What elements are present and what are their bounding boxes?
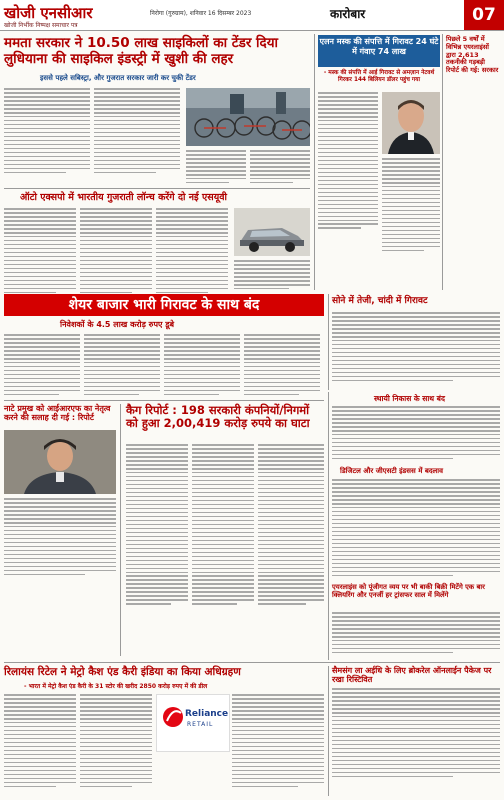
divider [120, 404, 121, 656]
gold-headline: सोने में तेजी, चांदी में गिरावट [332, 296, 428, 306]
market-body-col2 [84, 334, 160, 398]
bicycle-body-col4 [250, 150, 310, 186]
auto-body-col2 [80, 208, 152, 296]
divider [4, 400, 324, 401]
reliance-logo [156, 694, 230, 752]
psu-body-col3 [258, 444, 324, 607]
bicycle-photo [186, 88, 310, 146]
divider [328, 392, 329, 660]
gdp-photo [4, 430, 116, 494]
divider [328, 666, 329, 796]
market-body-col3 [164, 334, 240, 398]
musk-photo [382, 92, 440, 154]
divider [314, 34, 315, 290]
market-banner: शेयर बाजार भारी गिरावट के साथ बंद [4, 294, 324, 316]
market-body-col1 [4, 334, 80, 398]
gdp-photo-image [4, 430, 116, 494]
masthead [0, 0, 504, 31]
bicycle-body-col2 [94, 88, 180, 176]
psu-headline: कैग रिपोर्ट : 198 सरकारी कंपनियों/निगमों को हुआ 2,00,419 करोड़ रुपये का घाटा [126, 403, 310, 431]
sidebar-head-2: डिजिटल और जीएसटी इंडसस में बदलाव [340, 467, 443, 475]
divider [328, 294, 329, 390]
reliance-subhead: - भारत में मेट्रो कैश एंड कैरी के 31 स्टोर की खरीद 2850 करोड़ रुपए में की डील [24, 683, 208, 690]
gdp-body [4, 498, 116, 578]
sidebar-body-2 [332, 479, 500, 579]
musk-photo-image [382, 92, 440, 154]
sidebar-head-3: एयरलाइंस को पूंजीगत व्यय पर भी बाकी बिक्री मिटेंगे एक बार क्लियरिंग और एनर्जी हर ट्रांसफर साल में मिलेंगे [332, 583, 485, 600]
market-body-col4 [244, 334, 320, 398]
auto-headline: ऑटो एक्सपो में भारतीय गुजराती लॉन्च करेंगे दो नई एसयूवी [20, 192, 227, 203]
sidebar-body-1 [332, 406, 500, 462]
bicycle-body-col1 [4, 88, 90, 176]
masthead-logo: खोजी एनसीआर [4, 4, 93, 22]
reliance-body-col2 [80, 694, 152, 790]
samsung-body [332, 688, 500, 780]
car-photo-image [234, 208, 310, 256]
auto-body-col4 [234, 260, 310, 292]
masthead-tagline: खोजी निर्भीक निष्पक्ष समाचार पत्र [4, 22, 78, 29]
musk-body-col1 [318, 92, 378, 231]
gold-body [332, 312, 500, 384]
bicycle-photo-image [186, 88, 310, 146]
musk-subhead: - मस्क की संपत्ति में आई गिरावट से अमज़ान नेटवर्थ गिरकर 144 बिलियन डॉलर पहुंच गया [323, 70, 435, 84]
divider [4, 188, 310, 189]
divider [442, 34, 443, 290]
musk-body-col2 [382, 158, 440, 254]
sidebar-body-3 [332, 612, 500, 656]
market-subhead: निवेशकों के 4.5 लाख करोड़ रुपए डूबे [60, 320, 175, 329]
section-name: कारोबार [330, 7, 366, 21]
psu-body-col2 [192, 444, 254, 607]
reliance-headline: रिलायंस रिटेल ने मेट्रो कैश एंड कैरी इंडिया का किया अधिग्रहण [4, 666, 241, 678]
auto-body-col1 [4, 208, 76, 296]
reliance-body-col3 [232, 694, 324, 790]
divider [4, 662, 500, 663]
bicycle-subhead: इससे पहले सबिस्ट्रा, और गुजरात सरकार जारी कर चुकी टेंडर [40, 74, 196, 82]
car-photo [234, 208, 310, 256]
page-number: 07 [464, 0, 504, 30]
gdp-headline: नाटे प्रमुख को आईआरएफ का नेतृत्व करने की सलाह दी गई : रिपोर्ट [4, 404, 111, 423]
samsung-headline: सैमसंग ला अईधि के लिए ब्रोकरेल ऑनलाईन पैकेज पर रखा रिस्टिवित [332, 666, 492, 685]
cyber-headline: पिछले 5 वर्षों में विभिन्न एयरलाइंसों द्वारा 2,613 तकनीकी गड़बड़ी रिपोर्ट की गई: सरकार [446, 35, 499, 75]
reliance-logo-sub: RETAIL [187, 721, 214, 728]
sidebar-head-1: स्थायी निकास के साथ बंद [374, 394, 445, 403]
psu-body-col1 [126, 444, 188, 607]
bicycle-body-col3 [186, 150, 246, 186]
musk-headline: एलन मस्क की संपत्ति में गिरावट 24 घंटे में गंवाए 74 लाख [318, 35, 440, 67]
bicycle-headline: ममता सरकार ने 10.50 लाख साइकिलों का टेंडर दिया लुधियाना की साइकिल इंडस्ट्री में खुशी की लहर [4, 35, 279, 67]
reliance-logo-text: Reliance [185, 709, 229, 719]
masthead-dateline: निरोगा (गुरुग्राम), शनिवार 16 दिसम्बर 2023 [150, 10, 252, 17]
auto-body-col3 [156, 208, 228, 296]
reliance-body-col1 [4, 694, 76, 790]
